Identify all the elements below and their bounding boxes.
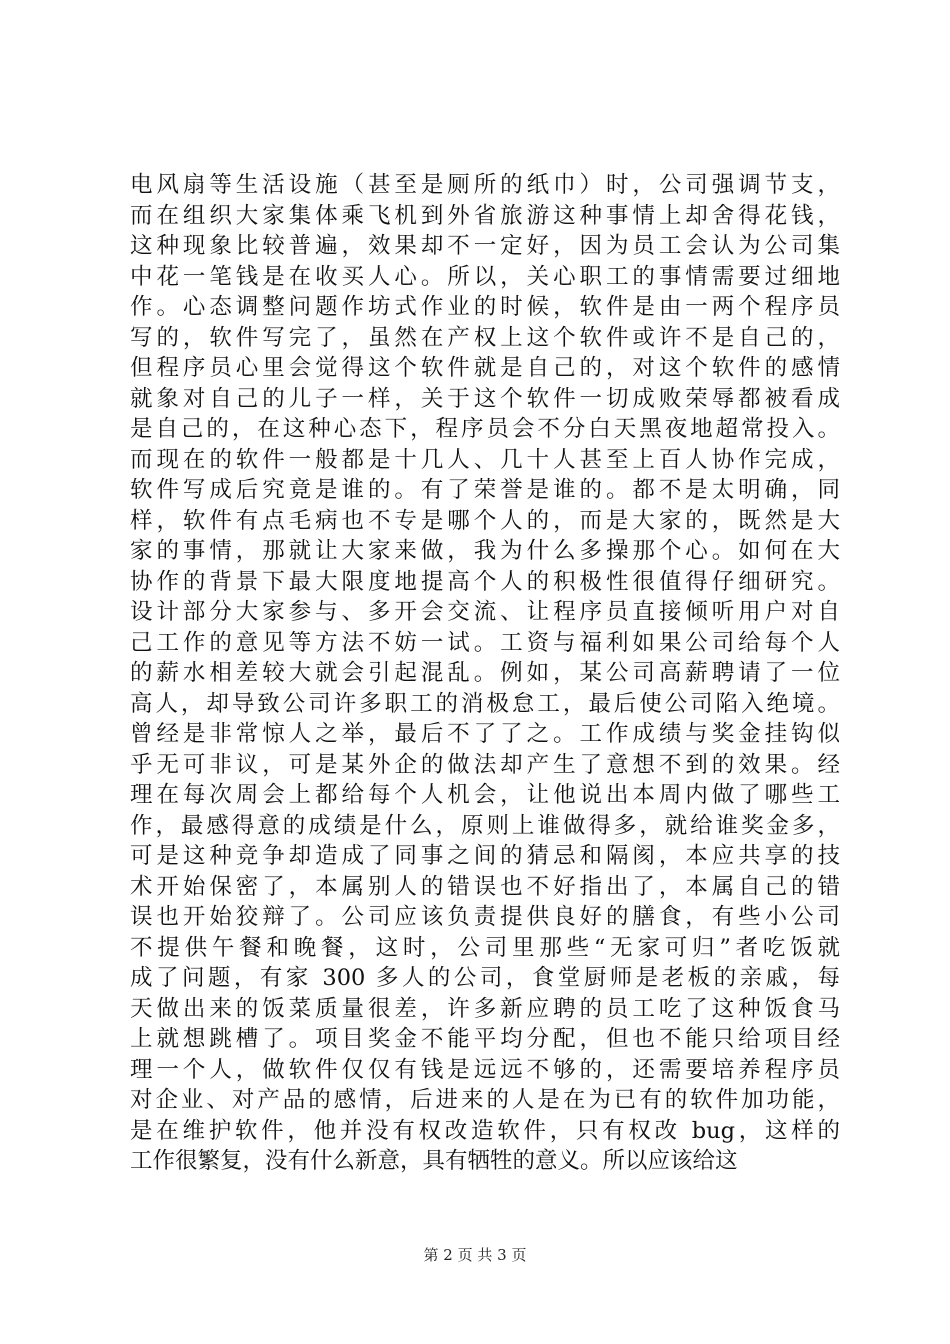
text-line: 样，软件有点毛病也不专是哪个人的，而是大家的，既然是大 [130,507,840,534]
text-line: 对企业、对产品的感情，后进来的人是在为已有的软件加功能， [130,1087,840,1113]
body-text [130,170,840,1177]
text-line: 电风扇等生活设施（甚至是厕所的纸巾）时，公司强调节支， [130,172,840,198]
text-line: 软件写成后究竟是谁的。有了荣誉是谁的。都不是太明确，同 [130,477,840,503]
text-line: 而在组织大家集体乘飞机到外省旅游这种事情上却舍得花钱， [130,202,840,229]
text-line: 乎无可非议，可是某外企的做法却产生了意想不到的效果。经 [130,751,840,778]
text-line: 己工作的意见等方法不妨一试。工资与福利如果公司给每个人 [130,629,840,656]
text-line: 误也开始狡辩了。公司应该负责提供良好的膳食，有些小公司 [130,904,840,930]
text-line: 而现在的软件一般都是十几人、几十人甚至上百人协作完成， [130,446,840,473]
text-line: 写的，软件写完了，虽然在产权上这个软件或许不是自己的， [130,324,840,351]
text-line: 是自己的，在这种心态下，程序员会不分白天黑夜地超常投入。 [130,416,840,442]
text-line: 设计部分大家参与、多开会交流、让程序员直接倾听用户对自 [130,599,840,625]
text-line: 协作的背景下最大限度地提高个人的积极性很值得仔细研究。 [130,568,840,595]
text-line: 曾经是非常惊人之举，最后不了了之。工作成绩与奖金挂钩似 [130,721,840,747]
text-line: 成了问题，有家 300 多人的公司，食堂厨师是老板的亲戚，每 [130,965,840,991]
text-line: 的薪水相差较大就会引起混乱。例如，某公司高薪聘请了一位 [130,660,840,686]
page-footer: 第 2 页 共 3 页 [423,1246,527,1264]
text-line: 不提供午餐和晚餐，这时，公司里那些“无家可归”者吃饭就 [130,934,840,961]
text-line: 但程序员心里会觉得这个软件就是自己的，对这个软件的感情 [130,355,840,381]
text-line: 上就想跳槽了。项目奖金不能平均分配，但也不能只给项目经 [130,1026,840,1052]
text-line: 中花一笔钱是在收买人心。所以，关心职工的事情需要过细地 [130,263,840,290]
text-line: 作，最感得意的成绩是什么，原则上谁做得多，就给谁奖金多， [130,812,840,839]
text-line: 术开始保密了，本属别人的错误也不好指出了，本属自己的错 [130,873,840,900]
text-line: 这种现象比较普遍，效果却不一定好，因为员工会认为公司集 [130,233,840,259]
text-line: 理在每次周会上都给每个人机会，让他说出本周内做了哪些工 [130,782,840,808]
text-line: 天做出来的饭菜质量很差，许多新应聘的员工吃了这种饭食马 [130,995,840,1022]
text-line: 可是这种竞争却造成了同事之间的猜忌和隔阂，本应共享的技 [130,843,840,869]
text-line: 就象对自己的儿子一样，关于这个软件一切成败荣辱都被看成 [130,385,840,412]
text-line: 家的事情，那就让大家来做，我为什么多操那个心。如何在大 [130,538,840,564]
text-line: 高人，却导致公司许多职工的消极怠工，最后使公司陷入绝境。 [130,690,840,717]
text-line: 理一个人，做软件仅仅有钱是远远不够的，还需要培养程序员 [130,1056,840,1083]
text-line: 工作很繁复，没有什么新意，具有牺牲的意义。所以应该给这 [130,1148,738,1174]
text-line: 是在维护软件，他并没有权改造软件，只有权改 bug，这样的 [130,1117,840,1144]
text-line: 作。心态调整问题作坊式作业的时候，软件是由一两个程序员 [130,294,840,320]
